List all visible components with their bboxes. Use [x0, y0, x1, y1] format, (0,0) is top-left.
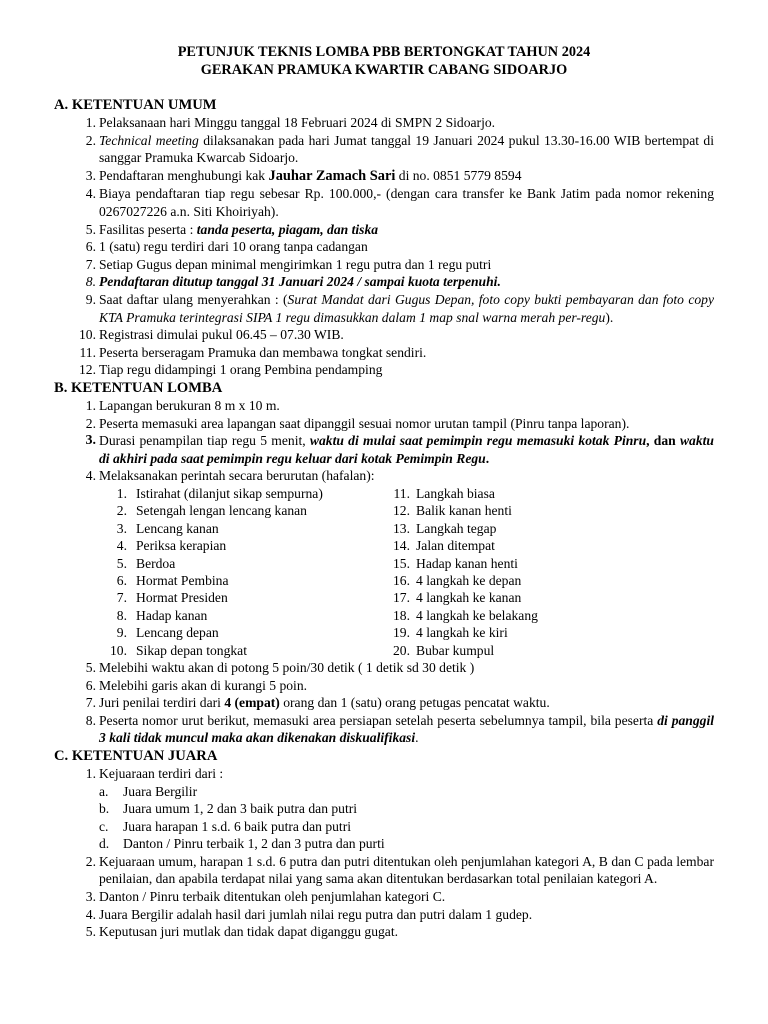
list-item: 3. Pendaftaran menghubungi kak Jauhar Zamach Sari di no. 0851 5779 8594 [85, 167, 522, 184]
command-item: 17. 4 langkah ke kanan [393, 590, 522, 606]
command-item: 6. Hormat Pembina [116, 572, 229, 588]
list-item: 2. Peserta memasuki area lapangan saat dipanggil sesuai nomor urutan tampil (Pinru tanpa laporan). [85, 415, 630, 431]
command-item: 7. Hormat Presiden [116, 590, 228, 606]
list-item: 11. Peserta berseragam Pramuka dan membawa tongkat sendiri. [79, 344, 427, 360]
sub-item: a. Juara Bergilir [99, 783, 198, 799]
command-list [54, 485, 714, 659]
section-b-heading: B. KETENTUAN LOMBA [54, 379, 223, 396]
section-c-list [54, 765, 714, 941]
command-item: 18. 4 langkah ke belakang [393, 607, 538, 623]
list-item: 1. Kejuaraan terdiri dari : [85, 765, 224, 781]
section-a-heading: A. KETENTUAN UMUM [54, 97, 217, 113]
command-item: 10. Sikap depan tongkat [110, 642, 247, 658]
sub-item: b. Juara umum 1, 2 dan 3 baik putra dan putri [99, 801, 358, 817]
list-item: 3. Durasi penampilan tiap regu 5 menit, waktu di mulai saat pemimpin regu memasuki kotak Pinru, dan waktu di akhiri pada saat pemimpin regu keluar dari kotak Pemimpin Regu. [85, 433, 714, 466]
command-item: 14. Jalan ditempat [393, 538, 495, 554]
list-item: 4. Melaksanakan perintah secara berurutan (hafalan): [85, 468, 375, 484]
command-item: 12. Balik kanan henti [393, 503, 512, 519]
command-item: 2. Setengah lengan lencang kanan [116, 503, 307, 519]
section-b-list [54, 397, 714, 747]
list-item: 2. Technical meeting dilaksanakan pada hari Jumat tanggal 19 Januari 2024 pukul 13.30-16.00 WIB bertempat di sanggar Pramuka Kwarcab Sidoarjo. [85, 132, 715, 166]
command-item: 15. Hadap kanan henti [393, 555, 518, 571]
list-item: 10. Registrasi dimulai pukul 06.45 – 07.30 WIB. [79, 327, 344, 343]
list-item: 5. Melebihi waktu akan di potong 5 poin/30 detik ( 1 detik sd 30 detik ) [85, 659, 475, 675]
list-item: 9. Saat daftar ulang menyerahkan : (Surat Mandat dari Gugus Depan, foto copy bukti pembayaran dan foto copy KTA Pramuka terintegrasi SIPA 1 regu dimasukkan dalam 1 map snal warna merah per-regu). [85, 291, 714, 325]
list-item: 12. Tiap regu didampingi 1 orang Pembina pendamping [79, 362, 383, 378]
command-item: 3. Lencang kanan [116, 520, 219, 536]
command-item: 16. 4 langkah ke depan [393, 572, 522, 588]
list-item: 5. Keputusan juri mutlak dan tidak dapat diganggu gugat. [85, 924, 398, 940]
document-title [54, 43, 714, 79]
list-item: 4. Juara Bergilir adalah hasil dari jumlah nilai regu putra dan putri dalam 1 gudep. [85, 906, 533, 922]
command-item: 19. 4 langkah ke kiri [393, 625, 508, 641]
list-item: 4. Biaya pendaftaran tiap regu sebesar Rp. 100.000,- (dengan cara transfer ke Bank Jatim pada nomor rekening 0267027226 a.n. Siti Khoiriyah). [85, 186, 714, 219]
section-c-heading: C. KETENTUAN JUARA [54, 747, 218, 764]
list-item: 7. Juri penilai terdiri dari 4 (empat) orang dan 1 (satu) orang petugas pencatat waktu. [85, 695, 550, 711]
list-item: 6. 1 (satu) regu terdiri dari 10 orang tanpa cadangan [85, 239, 368, 255]
command-item: 5. Berdoa [116, 555, 176, 571]
command-item: 1. Istirahat (dilanjut sikap sempurna) [116, 485, 323, 501]
command-item: 11. Langkah biasa [393, 485, 495, 501]
title-line-2: GERAKAN PRAMUKA KWARTIR CABANG SIDOARJO [200, 62, 568, 78]
command-item: 20. Bubar kumpul [393, 642, 495, 658]
list-item: 1. Lapangan berukuran 8 m x 10 m. [85, 397, 280, 413]
list-item: 1. Pelaksanaan hari Minggu tanggal 18 Februari 2024 di SMPN 2 Sidoarjo. [85, 115, 496, 130]
list-item: 7. Setiap Gugus depan minimal mengirimkan 1 regu putra dan 1 regu putri [85, 256, 492, 272]
command-item: 8. Hadap kanan [116, 607, 208, 623]
sub-item: d. Danton / Pinru terbaik 1, 2 dan 3 putra dan purti [99, 836, 385, 852]
list-item: 5. Fasilitas peserta : tanda peserta, piagam, dan tiska [85, 221, 379, 237]
command-item: 9. Lencang depan [116, 625, 219, 641]
list-item: 6. Melebihi garis akan di kurangi 5 poin. [85, 677, 308, 693]
command-item: 13. Langkah tegap [393, 520, 497, 536]
section-a-list [54, 114, 714, 379]
list-item: 8. Peserta nomor urut berikut, memasuki area persiapan setelah peserta sebelumnya tampil, bila peserta di panggil 3 kali tidak muncul maka akan dikenakan diskualifikasi. [85, 712, 714, 746]
list-item: 3. Danton / Pinru terbaik ditentukan oleh penjumlahan kategori C. [85, 889, 446, 905]
sub-item: c. Juara harapan 1 s.d. 6 baik putra dan putri [99, 818, 352, 834]
command-item: 4. Periksa kerapian [116, 538, 227, 554]
list-item: 2. Kejuaraan umum, harapan 1 s.d. 6 putra dan putri ditentukan oleh penjumlahan kategori A, B dan C pada lembar penilaian, dan apabila terdapat nilai yang sama akan ditentukan berdasarkan total penilaian kategori A. [85, 853, 714, 887]
title-line-1: PETUNJUK TEKNIS LOMBA PBB BERTONGKAT TAHUN 2024 [177, 44, 591, 60]
list-item: 8. Pendaftaran ditutup tanggal 31 Januari 2024 / sampai kuota terpenuhi. [85, 274, 501, 290]
